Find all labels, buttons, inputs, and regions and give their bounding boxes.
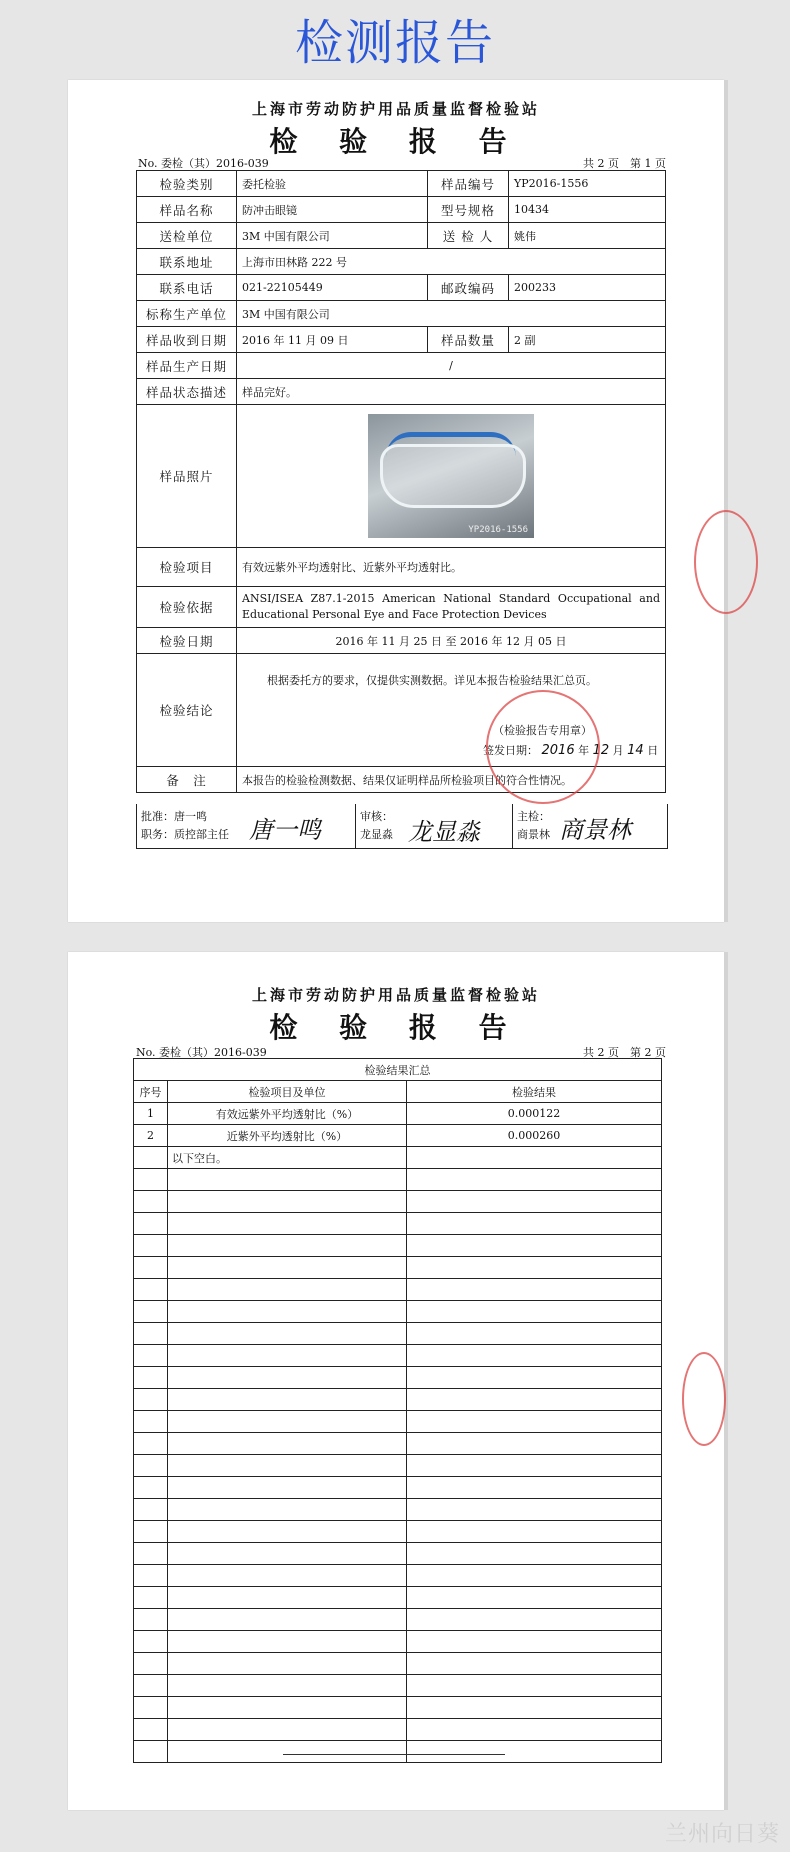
blank-cell [407,1257,662,1279]
blank-row [134,1477,662,1499]
field-label: 送 检 人 [428,223,509,249]
blank-row [134,1433,662,1455]
table-row [134,1125,662,1147]
field-value: 3M 中国有限公司 [237,223,428,249]
blank-cell [168,1609,407,1631]
field-label: 检验类别 [137,171,237,197]
blank-cell [134,1191,168,1213]
blank-cell [168,1279,407,1301]
blank-row [134,1191,662,1213]
blank-row [134,1411,662,1433]
field-value: 样品完好。 [237,379,666,405]
field-value: 本报告的检验检测数据、结果仅证明样品所检验项目的符合性情况。 [237,767,666,793]
blank-cell [134,1389,168,1411]
blank-cell [407,1521,662,1543]
blank-cell [407,1741,662,1763]
table-row [137,548,666,587]
table-row [134,1103,662,1125]
blank-cell [407,1367,662,1389]
blank-cell [168,1741,407,1763]
org-name: 上海市劳动防护用品质量监督检验站 [251,986,540,1004]
table-row [137,275,666,301]
test-item: 近紫外平均透射比（%） [168,1125,407,1147]
blank-row [134,1631,662,1653]
blank-row [134,1719,662,1741]
field-label: 样品生产日期 [137,353,237,379]
table-row [137,249,666,275]
blank-cell [134,1587,168,1609]
blank-cell [168,1521,407,1543]
blank-cell [407,1213,662,1235]
field-label: 检验项目 [137,548,237,587]
blank-row [134,1543,662,1565]
blank-row [134,1389,662,1411]
blank-row [134,1323,662,1345]
field-value: 防冲击眼镜 [237,197,428,223]
table-row [137,327,666,353]
blank-row [134,1653,662,1675]
review-signature: 龙显淼 [408,818,480,846]
main-name: 商景林 [517,828,550,841]
blank-cell [407,1565,662,1587]
field-value: 姚伟 [509,223,666,249]
blank-cell [407,1543,662,1565]
blank-row [134,1609,662,1631]
sign-date-prefix: 签发日期： [483,744,538,757]
table-header-row [134,1081,662,1103]
field-label: 联系地址 [137,249,237,275]
blank-cell [134,1631,168,1653]
main-signature: 商景林 [559,816,631,844]
blank-cell [134,1653,168,1675]
blank-cell [168,1191,407,1213]
watermark-text: 兰州向日葵 [664,1822,780,1847]
blank-cell [134,1719,168,1741]
blank-cell [168,1323,407,1345]
table-row [137,197,666,223]
table-row [137,587,666,628]
blank-row [134,1345,662,1367]
table-row [134,1059,662,1081]
field-value: 200233 [509,275,666,301]
blank-cell [168,1433,407,1455]
field-value: 2016 年 11 月 09 日 [237,327,428,353]
review-label: 审核： [360,810,393,823]
blank-cell [407,1455,662,1477]
blank-cell [134,1609,168,1631]
report-title: 检 验 报 告 [269,1011,523,1044]
field-value: ANSI/ISEA Z87.1-2015 American National Standard Occupational and Educational Personal Eye and Face Protection Devices [237,587,666,628]
blank-row [134,1257,662,1279]
blank-cell [134,1301,168,1323]
report-info-table [136,170,666,793]
sign-date-year-hand: 2016 [541,743,575,758]
field-label: 型号规格 [428,197,509,223]
conclusion-block [237,654,665,766]
side-seal-icon [694,510,758,614]
sign-date-year-char: 年 [578,744,590,757]
blank-cell [407,1301,662,1323]
blank-cell [134,1411,168,1433]
row-index [134,1147,168,1169]
table-row [137,379,666,405]
blank-cell [407,1499,662,1521]
results-summary-table [133,1058,662,1763]
conclusion-cell [237,654,666,767]
blank-cell [134,1543,168,1565]
official-seal-icon [486,690,600,804]
blank-cell [168,1235,407,1257]
blank-cell [407,1279,662,1301]
blank-cell [168,1697,407,1719]
blank-cell [168,1499,407,1521]
blank-cell [407,1631,662,1653]
blank-cell [134,1499,168,1521]
blank-cell [134,1169,168,1191]
field-label: 检验依据 [137,587,237,628]
blank-cell [407,1587,662,1609]
report-title: 检 验 报 告 [269,125,523,158]
page-number: 共 2 页 第 1 页 [583,157,666,170]
field-label: 联系电话 [137,275,237,301]
blank-cell [407,1169,662,1191]
blank-cell [168,1169,407,1191]
blank-row [134,1741,662,1763]
field-label: 样品状态描述 [137,379,237,405]
blank-cell [407,1477,662,1499]
blank-cell [407,1609,662,1631]
blank-row [134,1279,662,1301]
page-edge-shadow [724,952,728,1810]
page-edge-shadow [724,80,728,922]
blank-row [134,1455,662,1477]
blank-cell [168,1587,407,1609]
field-value: 3M 中国有限公司 [237,301,666,327]
safety-glasses-icon [380,444,526,508]
blank-cell [168,1301,407,1323]
blank-cell [168,1257,407,1279]
blank-cell [134,1257,168,1279]
blank-row [134,1675,662,1697]
blank-cell [134,1455,168,1477]
field-value: 2016 年 11 月 25 日 至 2016 年 12 月 05 日 [237,628,666,654]
test-result: 0.000122 [407,1103,662,1125]
blank-cell [134,1235,168,1257]
blank-cell [134,1477,168,1499]
field-label: 样品编号 [428,171,509,197]
blank-cell [407,1433,662,1455]
blank-row [134,1587,662,1609]
page-number: 共 2 页 第 2 页 [583,1046,666,1059]
test-result [407,1147,662,1169]
footer-line [283,1754,505,1755]
field-value: 2 副 [509,327,666,353]
blank-row [134,1521,662,1543]
main-label: 主检： [517,810,550,823]
blank-row [134,1301,662,1323]
blank-cell [168,1213,407,1235]
table-row [137,405,666,548]
blank-cell [134,1675,168,1697]
blank-cell [168,1631,407,1653]
blank-cell [168,1345,407,1367]
table-row [134,1147,662,1169]
blank-cell [407,1389,662,1411]
field-value: 上海市田林路 222 号 [237,249,666,275]
blank-cell [407,1323,662,1345]
field-label: 送检单位 [137,223,237,249]
blank-cell [134,1323,168,1345]
field-label: 样品名称 [137,197,237,223]
test-result: 0.000260 [407,1125,662,1147]
table-row [137,171,666,197]
blank-cell [168,1389,407,1411]
field-label: 邮政编码 [428,275,509,301]
sample-photo-cell [237,405,666,548]
main-inspector-cell [513,804,667,848]
row-index: 1 [134,1103,168,1125]
blank-row [134,1213,662,1235]
side-seal-icon [682,1352,726,1446]
field-label: 样品收到日期 [137,327,237,353]
blank-row [134,1499,662,1521]
column-header: 检验结果 [407,1081,662,1103]
table-row [137,353,666,379]
review-cell [356,804,513,848]
blank-row [134,1169,662,1191]
table-row [137,301,666,327]
conclusion-text: 根据委托方的要求，仅提供实测数据。详见本报告检验结果汇总页。 [267,674,597,687]
conclusion-seal-text: （检验报告专用章） [493,724,592,737]
summary-title: 检验结果汇总 [134,1059,662,1081]
blank-cell [407,1235,662,1257]
blank-cell [168,1719,407,1741]
blank-cell [134,1279,168,1301]
blank-cell [168,1411,407,1433]
test-item: 有效远紫外平均透射比（%） [168,1103,407,1125]
signature-row [136,804,668,849]
blank-cell [168,1543,407,1565]
test-item: 以下空白。 [168,1147,407,1169]
page-title: 检测报告 [294,15,495,71]
approve-signature: 唐一鸣 [249,816,321,844]
table-row [137,628,666,654]
org-name: 上海市劳动防护用品质量监督检验站 [251,100,540,118]
blank-cell [168,1565,407,1587]
blank-cell [134,1213,168,1235]
column-header: 检验项目及单位 [168,1081,407,1103]
blank-row [134,1367,662,1389]
field-label: 检验日期 [137,628,237,654]
blank-cell [407,1345,662,1367]
approve-cell [137,804,356,848]
blank-cell [134,1521,168,1543]
blank-cell [168,1367,407,1389]
blank-cell [168,1653,407,1675]
report-page-2 [68,952,724,1810]
field-label: 样品数量 [428,327,509,353]
field-value: 有效远紫外平均透射比、近紫外平均透射比。 [237,548,666,587]
table-row [137,223,666,249]
field-label: 标称生产单位 [137,301,237,327]
field-value: 10434 [509,197,666,223]
blank-cell [134,1697,168,1719]
field-label: 检验结论 [137,654,237,767]
doc-number: No. 委检（其）2016-039 [138,157,269,170]
approve-title: 职务：质控部主任 [141,828,229,841]
column-header: 序号 [134,1081,168,1103]
sign-date-day-hand: 14 [627,743,644,758]
blank-cell [168,1675,407,1697]
review-name: 龙显淼 [360,828,393,841]
field-value: 委托检验 [237,171,428,197]
field-value: YP2016-1556 [509,171,666,197]
blank-cell [134,1565,168,1587]
blank-row [134,1697,662,1719]
blank-row [134,1565,662,1587]
blank-cell [134,1433,168,1455]
field-label: 备 注 [137,767,237,793]
blank-cell [407,1191,662,1213]
blank-cell [168,1477,407,1499]
photo-tag: YP2016-1556 [468,525,528,535]
blank-cell [407,1719,662,1741]
sign-date-month-char: 月 [612,744,624,757]
blank-cell [168,1455,407,1477]
blank-cell [407,1411,662,1433]
report-page-1 [68,80,724,922]
blank-cell [134,1367,168,1389]
sign-date-month-hand: 12 [592,743,610,758]
blank-cell [407,1675,662,1697]
field-value: 021-22105449 [237,275,428,301]
blank-cell [134,1741,168,1763]
doc-number: No. 委检（其）2016-039 [136,1046,267,1059]
blank-cell [407,1697,662,1719]
field-label: 样品照片 [137,405,237,548]
sign-date-day-char: 日 [647,744,659,757]
approve-label: 批准：唐一鸣 [141,810,207,823]
blank-cell [134,1345,168,1367]
blank-cell [407,1653,662,1675]
blank-row [134,1235,662,1257]
row-index: 2 [134,1125,168,1147]
field-value: / [237,353,666,379]
sample-photo [368,414,534,538]
